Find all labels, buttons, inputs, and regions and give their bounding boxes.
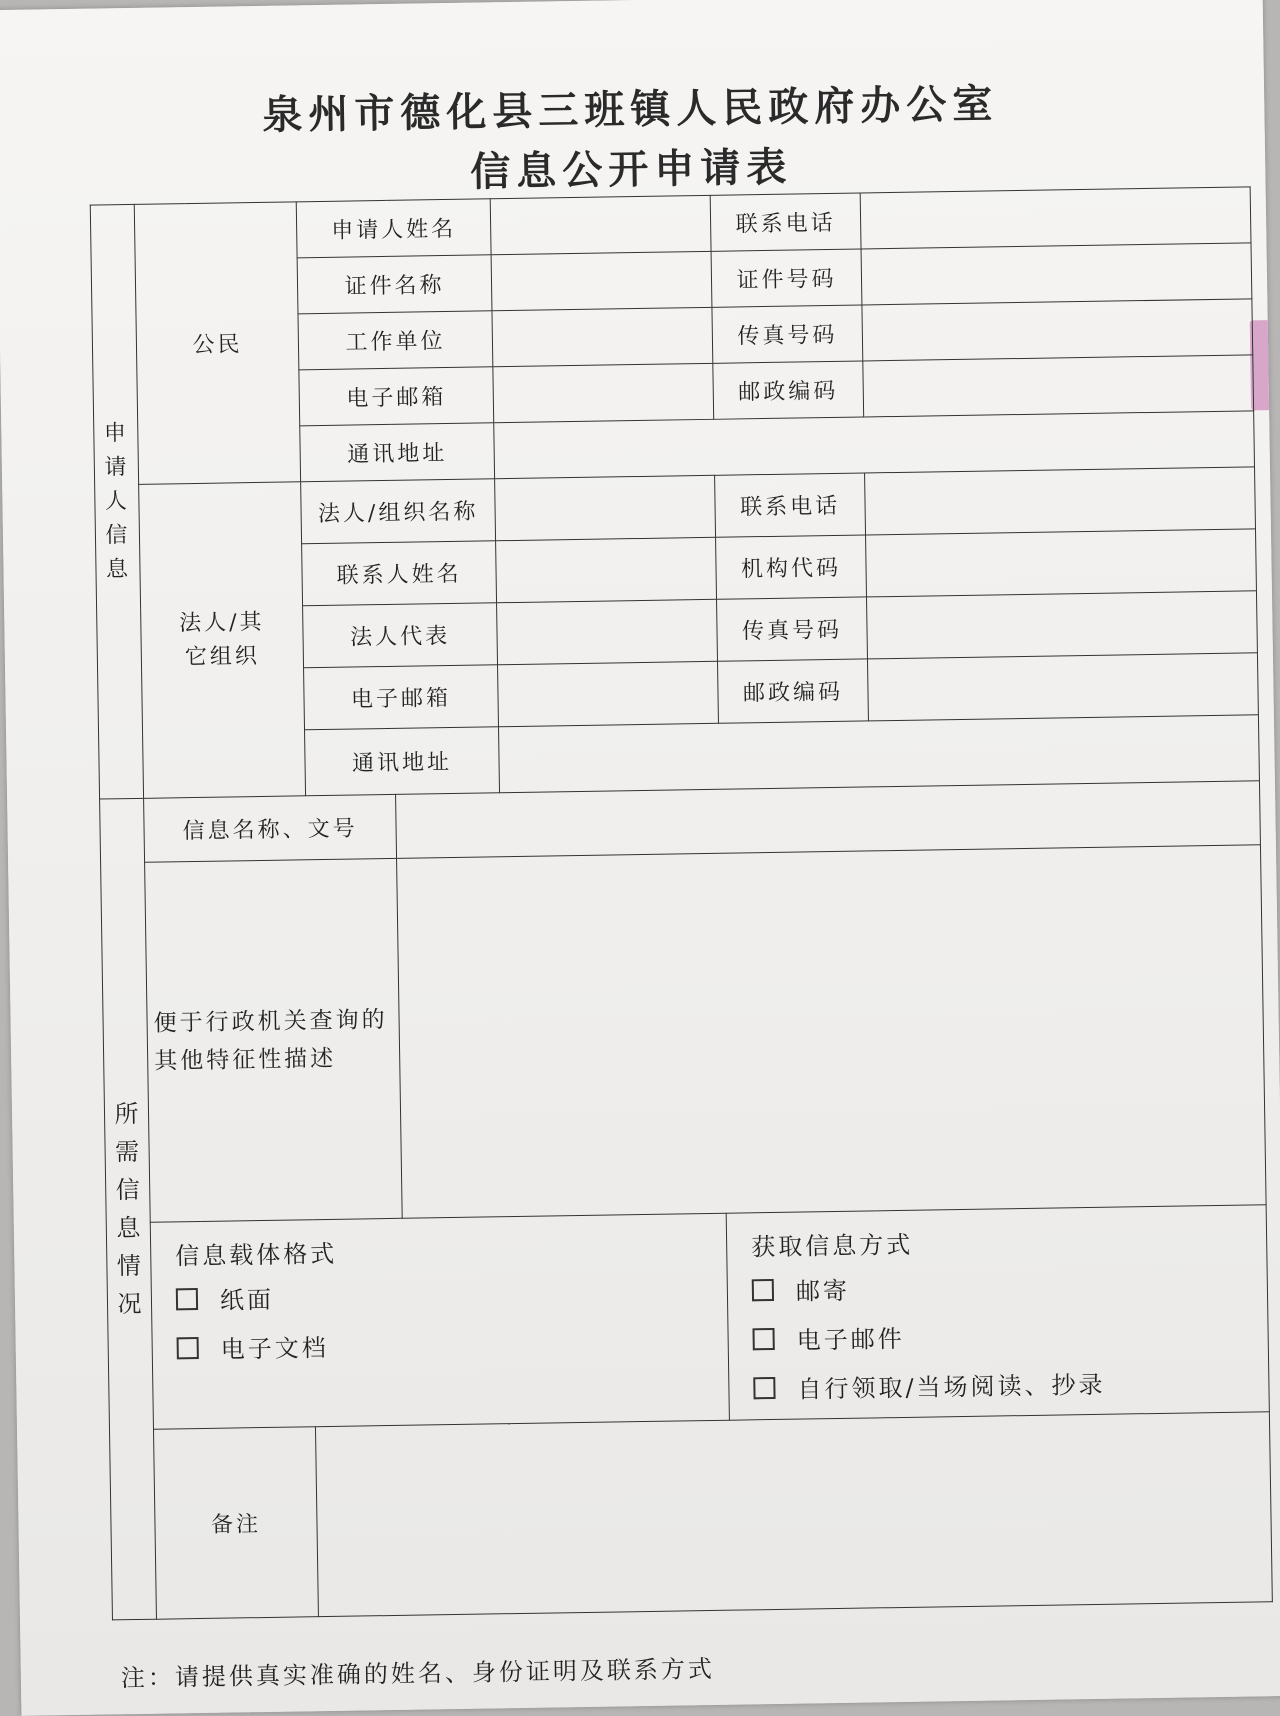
legal-fax-field[interactable]	[867, 591, 1258, 659]
citizen-name-label: 申请人姓名	[296, 199, 491, 258]
method-option-self-pickup[interactable]: 自行领取/当场阅读、抄录	[753, 1362, 1262, 1405]
method-cell	[726, 1205, 1269, 1420]
checkbox-icon[interactable]	[176, 1288, 198, 1310]
checkbox-icon[interactable]	[177, 1337, 199, 1359]
legal-contact-label: 联系人姓名	[302, 541, 497, 606]
legal-phone-field[interactable]	[865, 467, 1256, 535]
citizen-phone-label: 联系电话	[710, 193, 861, 251]
format-title: 信息载体格式	[175, 1239, 338, 1271]
legal-org-name-field[interactable]	[495, 475, 716, 540]
legal-email-field[interactable]	[498, 661, 719, 726]
info-section-label: 所需信息情况	[100, 798, 157, 1620]
legal-address-field[interactable]	[499, 715, 1260, 793]
legal-rep-field[interactable]	[497, 599, 718, 664]
form-title-line1: 泉州市德化县三班镇人民政府办公室	[261, 80, 999, 139]
format-option-paper[interactable]: 纸面	[176, 1273, 722, 1317]
legal-org-name-label: 法人/组织名称	[301, 479, 496, 544]
citizen-phone-field[interactable]	[860, 187, 1251, 249]
legal-contact-field[interactable]	[496, 537, 717, 602]
remarks-label: 备注	[153, 1427, 318, 1620]
footer-note: 注：请提供真实准确的姓名、身份证明及联系方式	[120, 1654, 716, 1693]
checkbox-icon[interactable]	[753, 1327, 775, 1349]
citizen-postcode-field[interactable]	[863, 355, 1254, 417]
checkbox-icon[interactable]	[753, 1376, 775, 1398]
citizen-id-number-label: 证件号码	[711, 249, 862, 307]
remarks-field[interactable]	[315, 1412, 1272, 1617]
info-name-doc-label: 信息名称、文号	[144, 794, 397, 862]
legal-phone-label: 联系电话	[715, 473, 866, 537]
legal-org-code-field[interactable]	[866, 529, 1257, 597]
form-title-line2: 信息公开申请表	[469, 143, 793, 196]
legal-fax-label: 传真号码	[717, 597, 868, 661]
format-option-electronic[interactable]: 电子文档	[176, 1322, 722, 1366]
citizen-id-number-field[interactable]	[861, 243, 1252, 305]
info-description-label: 便于行政机关查询的其他特征性描述	[145, 858, 403, 1222]
citizen-email-field[interactable]	[493, 363, 714, 422]
citizen-id-name-field[interactable]	[491, 251, 712, 310]
citizen-group-label: 公民	[134, 202, 300, 485]
application-table	[90, 186, 1273, 1620]
citizen-fax-field[interactable]	[862, 299, 1253, 361]
citizen-work-unit-field[interactable]	[492, 307, 713, 366]
legal-address-label: 通讯地址	[305, 727, 500, 796]
legal-group-label: 法人/其它组织	[139, 482, 306, 799]
citizen-name-field[interactable]	[490, 195, 711, 254]
citizen-fax-label: 传真号码	[712, 305, 863, 363]
applicant-section-label: 申请人信息	[90, 204, 143, 799]
citizen-email-label: 电子邮箱	[299, 367, 494, 426]
info-description-field[interactable]	[397, 845, 1267, 1219]
citizen-address-label: 通讯地址	[300, 423, 495, 482]
citizen-postcode-label: 邮政编码	[713, 361, 864, 419]
legal-email-label: 电子邮箱	[304, 665, 499, 730]
legal-postcode-field[interactable]	[868, 653, 1259, 721]
legal-rep-label: 法人代表	[303, 603, 498, 668]
checkbox-icon[interactable]	[752, 1278, 774, 1300]
legal-org-code-label: 机构代码	[716, 535, 867, 599]
citizen-work-unit-label: 工作单位	[298, 311, 493, 370]
method-option-mail[interactable]: 邮寄	[752, 1264, 1261, 1307]
method-option-email[interactable]: 电子邮件	[752, 1313, 1261, 1356]
format-cell	[150, 1213, 729, 1429]
citizen-id-name-label: 证件名称	[297, 255, 492, 314]
legal-postcode-label: 邮政编码	[718, 659, 869, 723]
method-title: 获取信息方式	[751, 1230, 914, 1262]
